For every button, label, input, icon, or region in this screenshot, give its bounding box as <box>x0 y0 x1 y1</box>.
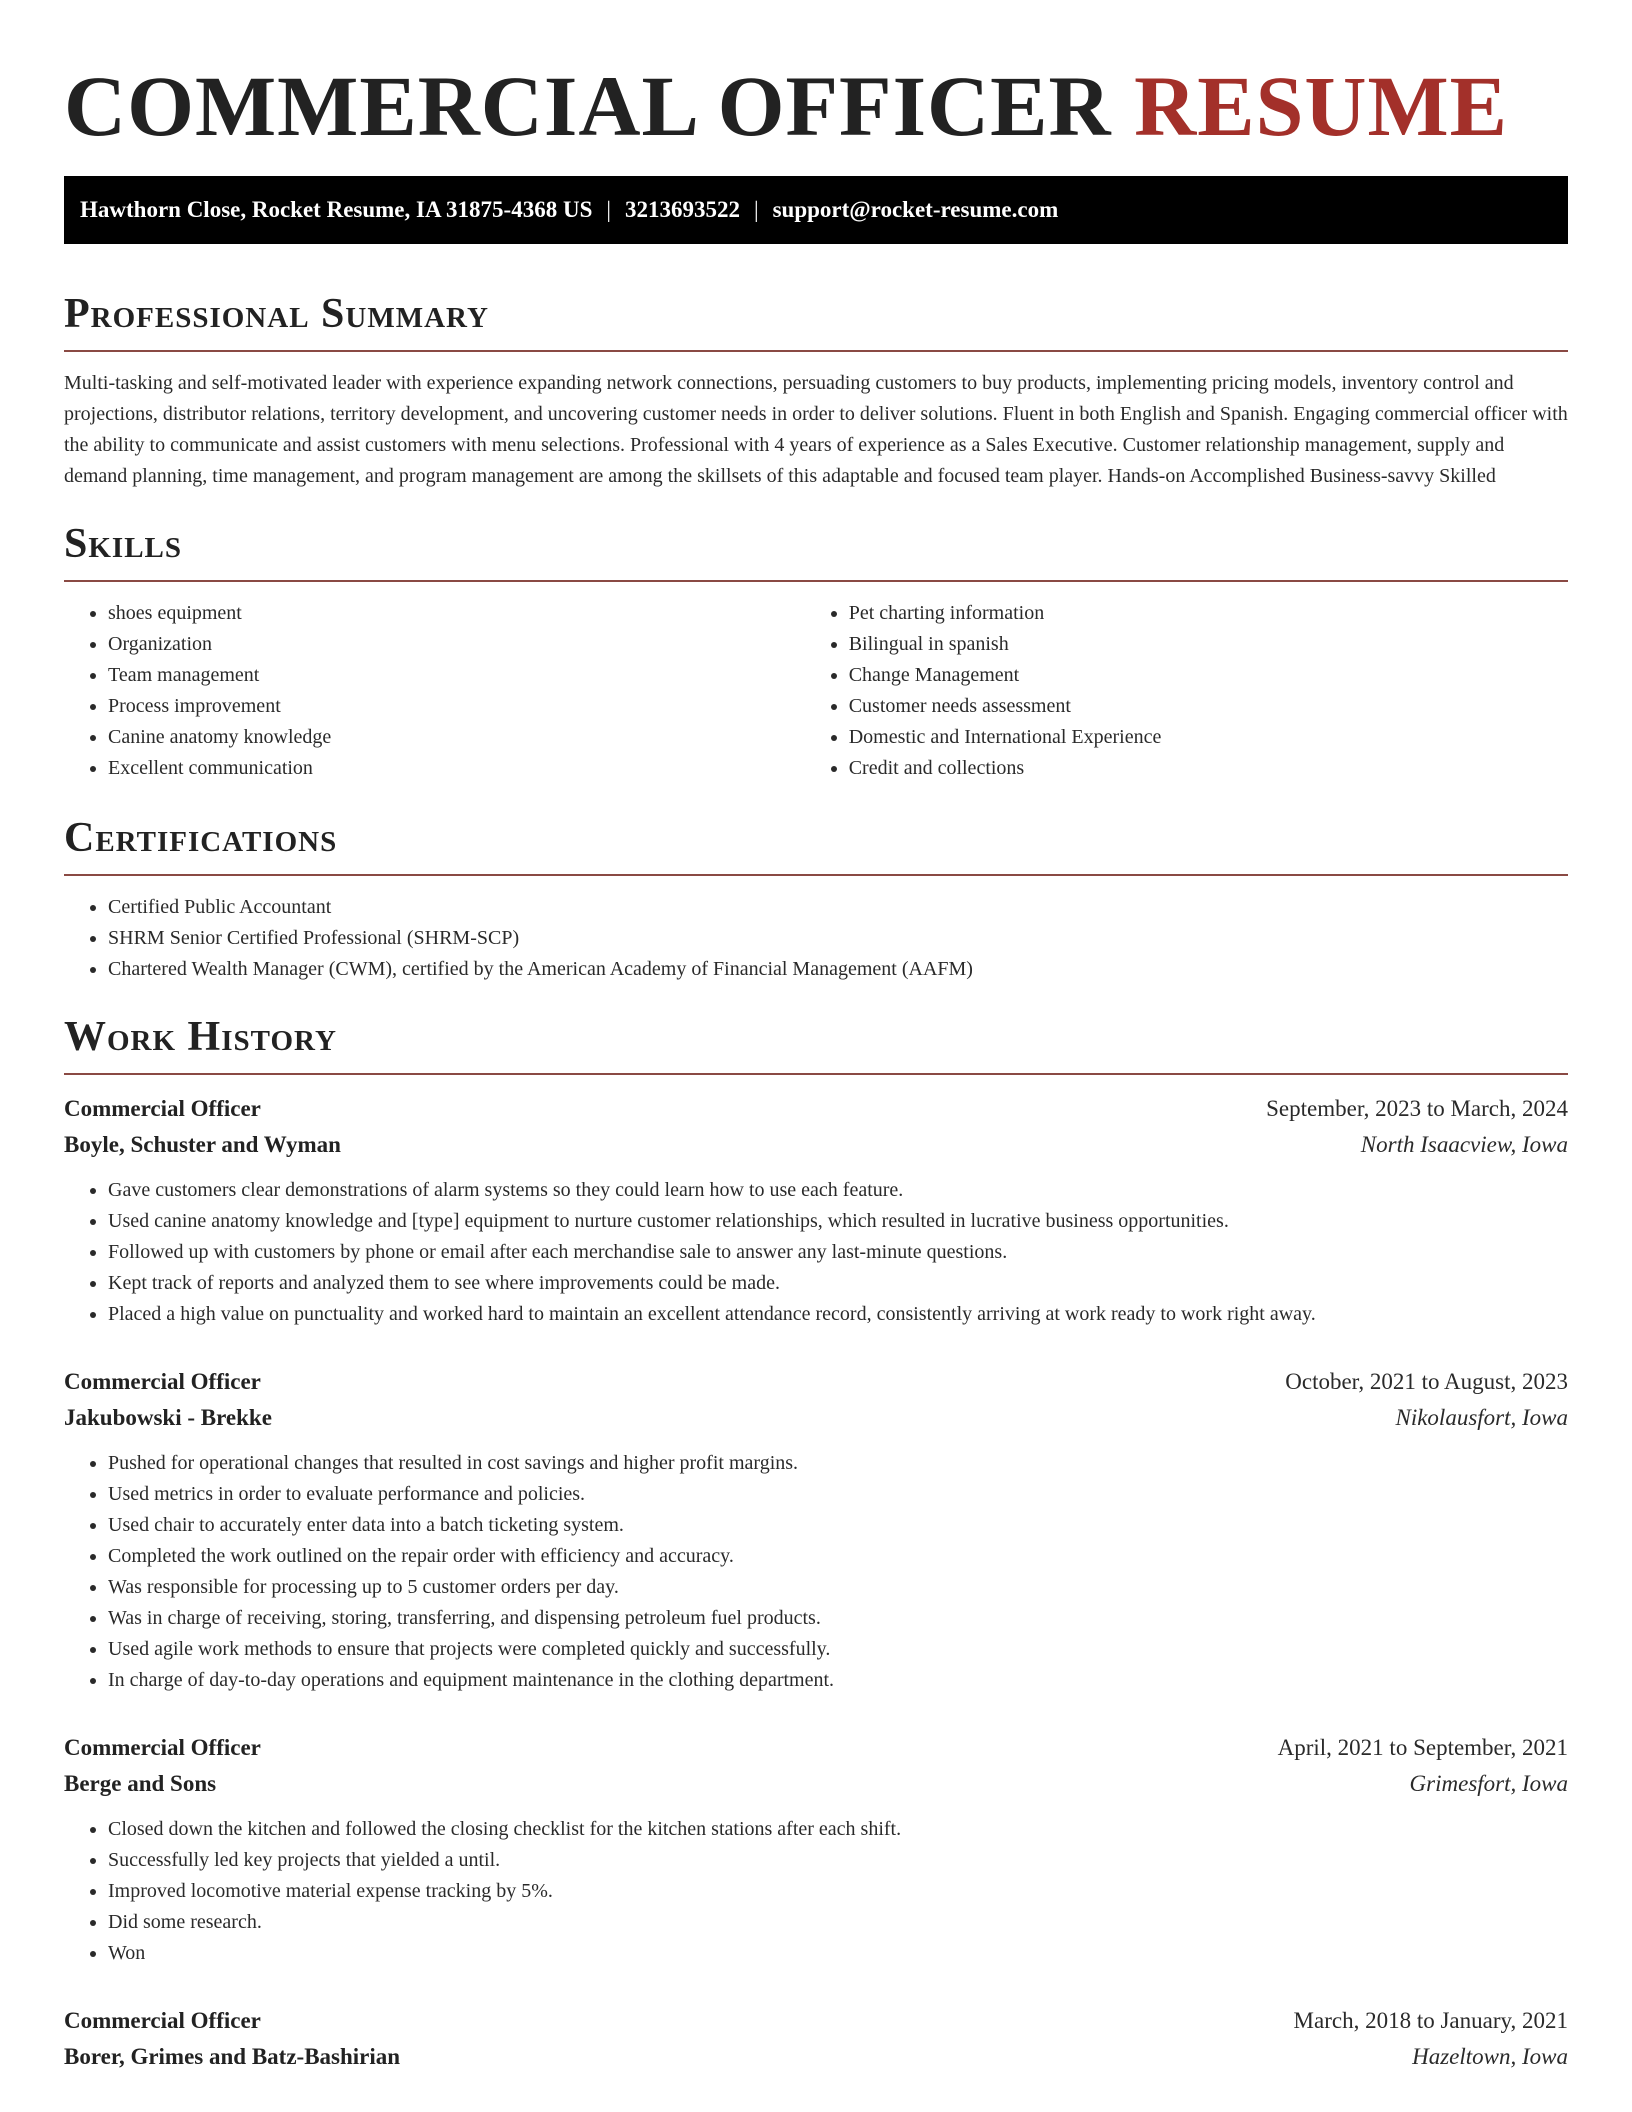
job-dates: March, 2018 to January, 2021 <box>1293 2008 1568 2033</box>
skill-item: • Change Management <box>849 660 1568 691</box>
job-header-row <box>64 1730 1568 1766</box>
job-company-row <box>64 1766 1568 1802</box>
job-bullet: • Used agile work methods to ensure that projects were completed quickly and successfully. <box>108 1634 1568 1665</box>
skills-section <box>64 518 1568 784</box>
job-header-row <box>64 2003 1568 2039</box>
job-header-row <box>64 1091 1568 1127</box>
job-company: Berge and Sons <box>64 1771 217 1796</box>
title-main: COMMERCIAL OFFICER <box>64 58 1112 154</box>
job-bullets <box>64 1814 1568 1969</box>
section-divider <box>64 350 1568 352</box>
contact-bar <box>64 176 1568 244</box>
skill-item: • Process improvement <box>108 691 805 722</box>
job-bullet: • Placed a high value on punctuality and worked hard to maintain an excellent attendance record, consistently arriving at work ready to work right away. <box>108 1299 1568 1330</box>
job-bullet: • Pushed for operational changes that resulted in cost savings and higher profit margins. <box>108 1448 1568 1479</box>
section-divider <box>64 1073 1568 1075</box>
job-company: Borer, Grimes and Batz-Bashirian <box>64 2044 401 2069</box>
section-divider <box>64 580 1568 582</box>
certification-item: • Certified Public Accountant <box>108 892 1568 923</box>
title-accent: RESUME <box>1134 58 1509 154</box>
summary-section <box>64 288 1568 492</box>
job-bullet: • Used chair to accurately enter data into a batch ticketing system. <box>108 1510 1568 1541</box>
job-bullet: • Won <box>108 1938 1568 1969</box>
skills-grid <box>64 598 1568 784</box>
skill-item: • Excellent communication <box>108 753 805 784</box>
job-title: Commercial Officer <box>64 1096 261 1121</box>
job-entry <box>64 1730 1568 1969</box>
skills-list-left <box>64 598 805 784</box>
contact-email: support@rocket-resume.com <box>772 197 1059 222</box>
job-bullets <box>64 1175 1568 1330</box>
job-location: Grimesfort, Iowa <box>1409 1771 1568 1796</box>
job-location: Hazeltown, Iowa <box>1412 2044 1568 2069</box>
certifications-list <box>64 892 1568 985</box>
job-bullet: • Closed down the kitchen and followed the closing checklist for the kitchen stations after each shift. <box>108 1814 1568 1845</box>
contact-phone: 3213693522 <box>624 197 740 222</box>
job-bullet: • Was responsible for processing up to 5 customer orders per day. <box>108 1572 1568 1603</box>
summary-heading: Professional Summary <box>64 291 489 337</box>
contact-separator: | <box>753 197 759 222</box>
contact-separator: | <box>606 197 611 222</box>
job-bullets <box>64 1448 1568 1696</box>
job-bullet: • Gave customers clear demonstrations of alarm systems so they could learn how to use each feature. <box>108 1175 1568 1206</box>
skill-item: • shoes equipment <box>108 598 805 629</box>
job-bullet: • Used metrics in order to evaluate performance and policies. <box>108 1479 1568 1510</box>
certifications-section <box>64 812 1568 985</box>
resume-content <box>64 0 1568 2075</box>
job-entry <box>64 1364 1568 1696</box>
skill-item: • Bilingual in spanish <box>849 629 1568 660</box>
certification-item: • SHRM Senior Certified Professional (SHRM-SCP) <box>108 923 1568 954</box>
job-company: Jakubowski - Brekke <box>64 1405 272 1430</box>
summary-text: Multi-tasking and self-motivated leader with experience expanding network connections, persuading customers to buy products, implementing pricing models, inventory control and projections, distributor relations, territory development, and uncovering customer needs in order to deliver solutions. Fluent in both English and Spanish. Engaging commercial officer with the ability to communicate and assist customers with menu selections. Professional with 4 years of experience as a Sales Executive. Customer relationship management, supply and demand planning, time management, and program management are among the skillsets of this adaptable and focused team player. Hands-on Accomplished Business-savvy Skilled <box>64 372 1568 487</box>
job-bullet: • Improved locomotive material expense tracking by 5%. <box>108 1876 1568 1907</box>
job-bullet: • Successfully led key projects that yielded a until. <box>108 1845 1568 1876</box>
job-bullet: • Used canine anatomy knowledge and [type] equipment to nurture customer relationships, which resulted in lucrative business opportunities. <box>108 1206 1568 1237</box>
job-bullet: • Completed the work outlined on the repair order with efficiency and accuracy. <box>108 1541 1568 1572</box>
job-title: Commercial Officer <box>64 2008 261 2033</box>
job-bullet: • Followed up with customers by phone or email after each merchandise sale to answer any last-minute questions. <box>108 1237 1568 1268</box>
skill-item: • Customer needs assessment <box>849 691 1568 722</box>
job-bullet: • Kept track of reports and analyzed them to see where improvements could be made. <box>108 1268 1568 1299</box>
contact-address: Hawthorn Close, Rocket Resume, IA 31875-4368 US <box>80 197 593 222</box>
section-divider <box>64 874 1568 876</box>
job-dates: September, 2023 to March, 2024 <box>1266 1096 1568 1121</box>
work-history-heading: Work History <box>64 1014 337 1060</box>
skill-item: • Canine anatomy knowledge <box>108 722 805 753</box>
skill-item: • Organization <box>108 629 805 660</box>
job-title: Commercial Officer <box>64 1369 261 1394</box>
job-dates: April, 2021 to September, 2021 <box>1277 1735 1568 1760</box>
work-history-section <box>64 1011 1568 2075</box>
skill-item: • Team management <box>108 660 805 691</box>
job-location: North Isaacview, Iowa <box>1360 1132 1568 1157</box>
certification-item: • Chartered Wealth Manager (CWM), certified by the American Academy of Financial Management (AAFM) <box>108 954 1568 985</box>
job-company-row <box>64 2039 1568 2075</box>
job-dates: October, 2021 to August, 2023 <box>1285 1369 1568 1394</box>
job-bullet: • Did some research. <box>108 1907 1568 1938</box>
job-header-row <box>64 1364 1568 1400</box>
certifications-heading: Certifications <box>64 815 338 861</box>
skills-heading: Skills <box>64 521 183 567</box>
job-company: Boyle, Schuster and Wyman <box>64 1132 341 1157</box>
job-entry <box>64 1091 1568 1330</box>
job-title: Commercial Officer <box>64 1735 261 1760</box>
job-bullet: • In charge of day-to-day operations and equipment maintenance in the clothing department. <box>108 1665 1568 1696</box>
skill-item: • Credit and collections <box>849 753 1568 784</box>
job-location: Nikolausfort, Iowa <box>1395 1405 1568 1430</box>
job-company-row <box>64 1400 1568 1436</box>
resume-title <box>64 56 1568 156</box>
job-entry <box>64 2003 1568 2075</box>
skills-list-right <box>805 598 1568 784</box>
job-bullet: • Was in charge of receiving, storing, transferring, and dispensing petroleum fuel products. <box>108 1603 1568 1634</box>
skill-item: • Domestic and International Experience <box>849 722 1568 753</box>
job-company-row <box>64 1127 1568 1163</box>
skill-item: • Pet charting information <box>849 598 1568 629</box>
